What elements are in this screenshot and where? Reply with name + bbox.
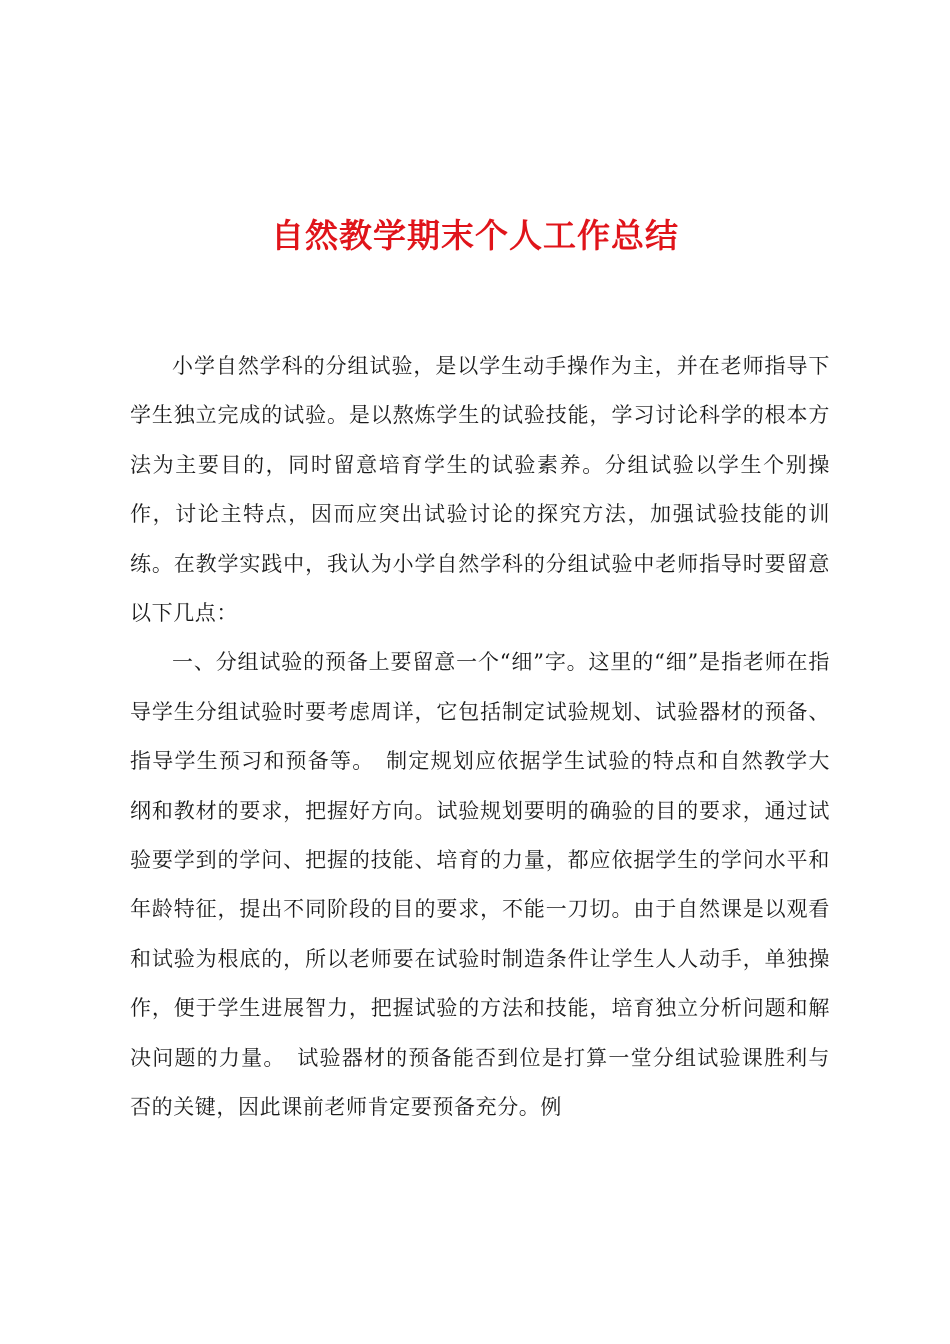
document-body xyxy=(130,342,830,1133)
document-title: 自然教学期末个人工作总结 xyxy=(271,216,679,255)
paragraph: 一、分组试验的预备上要留意一个“细”字。这里的“细”是指老师在指导学生分组试验时要考虑周详，它包括制定试验规划、试验器材的预备、指导学生预习和预备等。 制定规划应依据学生试验的特点和自然教学大纲和教材的要求，把握好方向。试验规划要明的确验的目的要求，通过试验要学到的学问、把握的技能、培育的力量，都应依据学生的学问水平和年龄特征，提出不同阶段的目的要求，不能一刀切。由于自然课是以观看和试验为根底的，所以老师要在试验时制造条件让学生人人动手，单独操作，便于学生进展智力，把握试验的方法和技能，培育独立分析问题和解决问题的力量。 试验器材的预备能否到位是打算一堂分组试验课胜利与否的关键，因此课前老师肯定要预备充分。例 xyxy=(130,650,830,1120)
paragraph: 小学自然学科的分组试验，是以学生动手操作为主，并在老师指导下学生独立完成的试验。是以熬炼学生的试验技能，学习讨论科学的根本方法为主要目的，同时留意培育学生的试验素养。分组试验以学生个别操作，讨论主特点，因而应突出试验讨论的探究方法，加强试验技能的训练。在教学实践中，我认为小学自然学科的分组试验中老师指导时要留意以下几点： xyxy=(130,354,830,626)
